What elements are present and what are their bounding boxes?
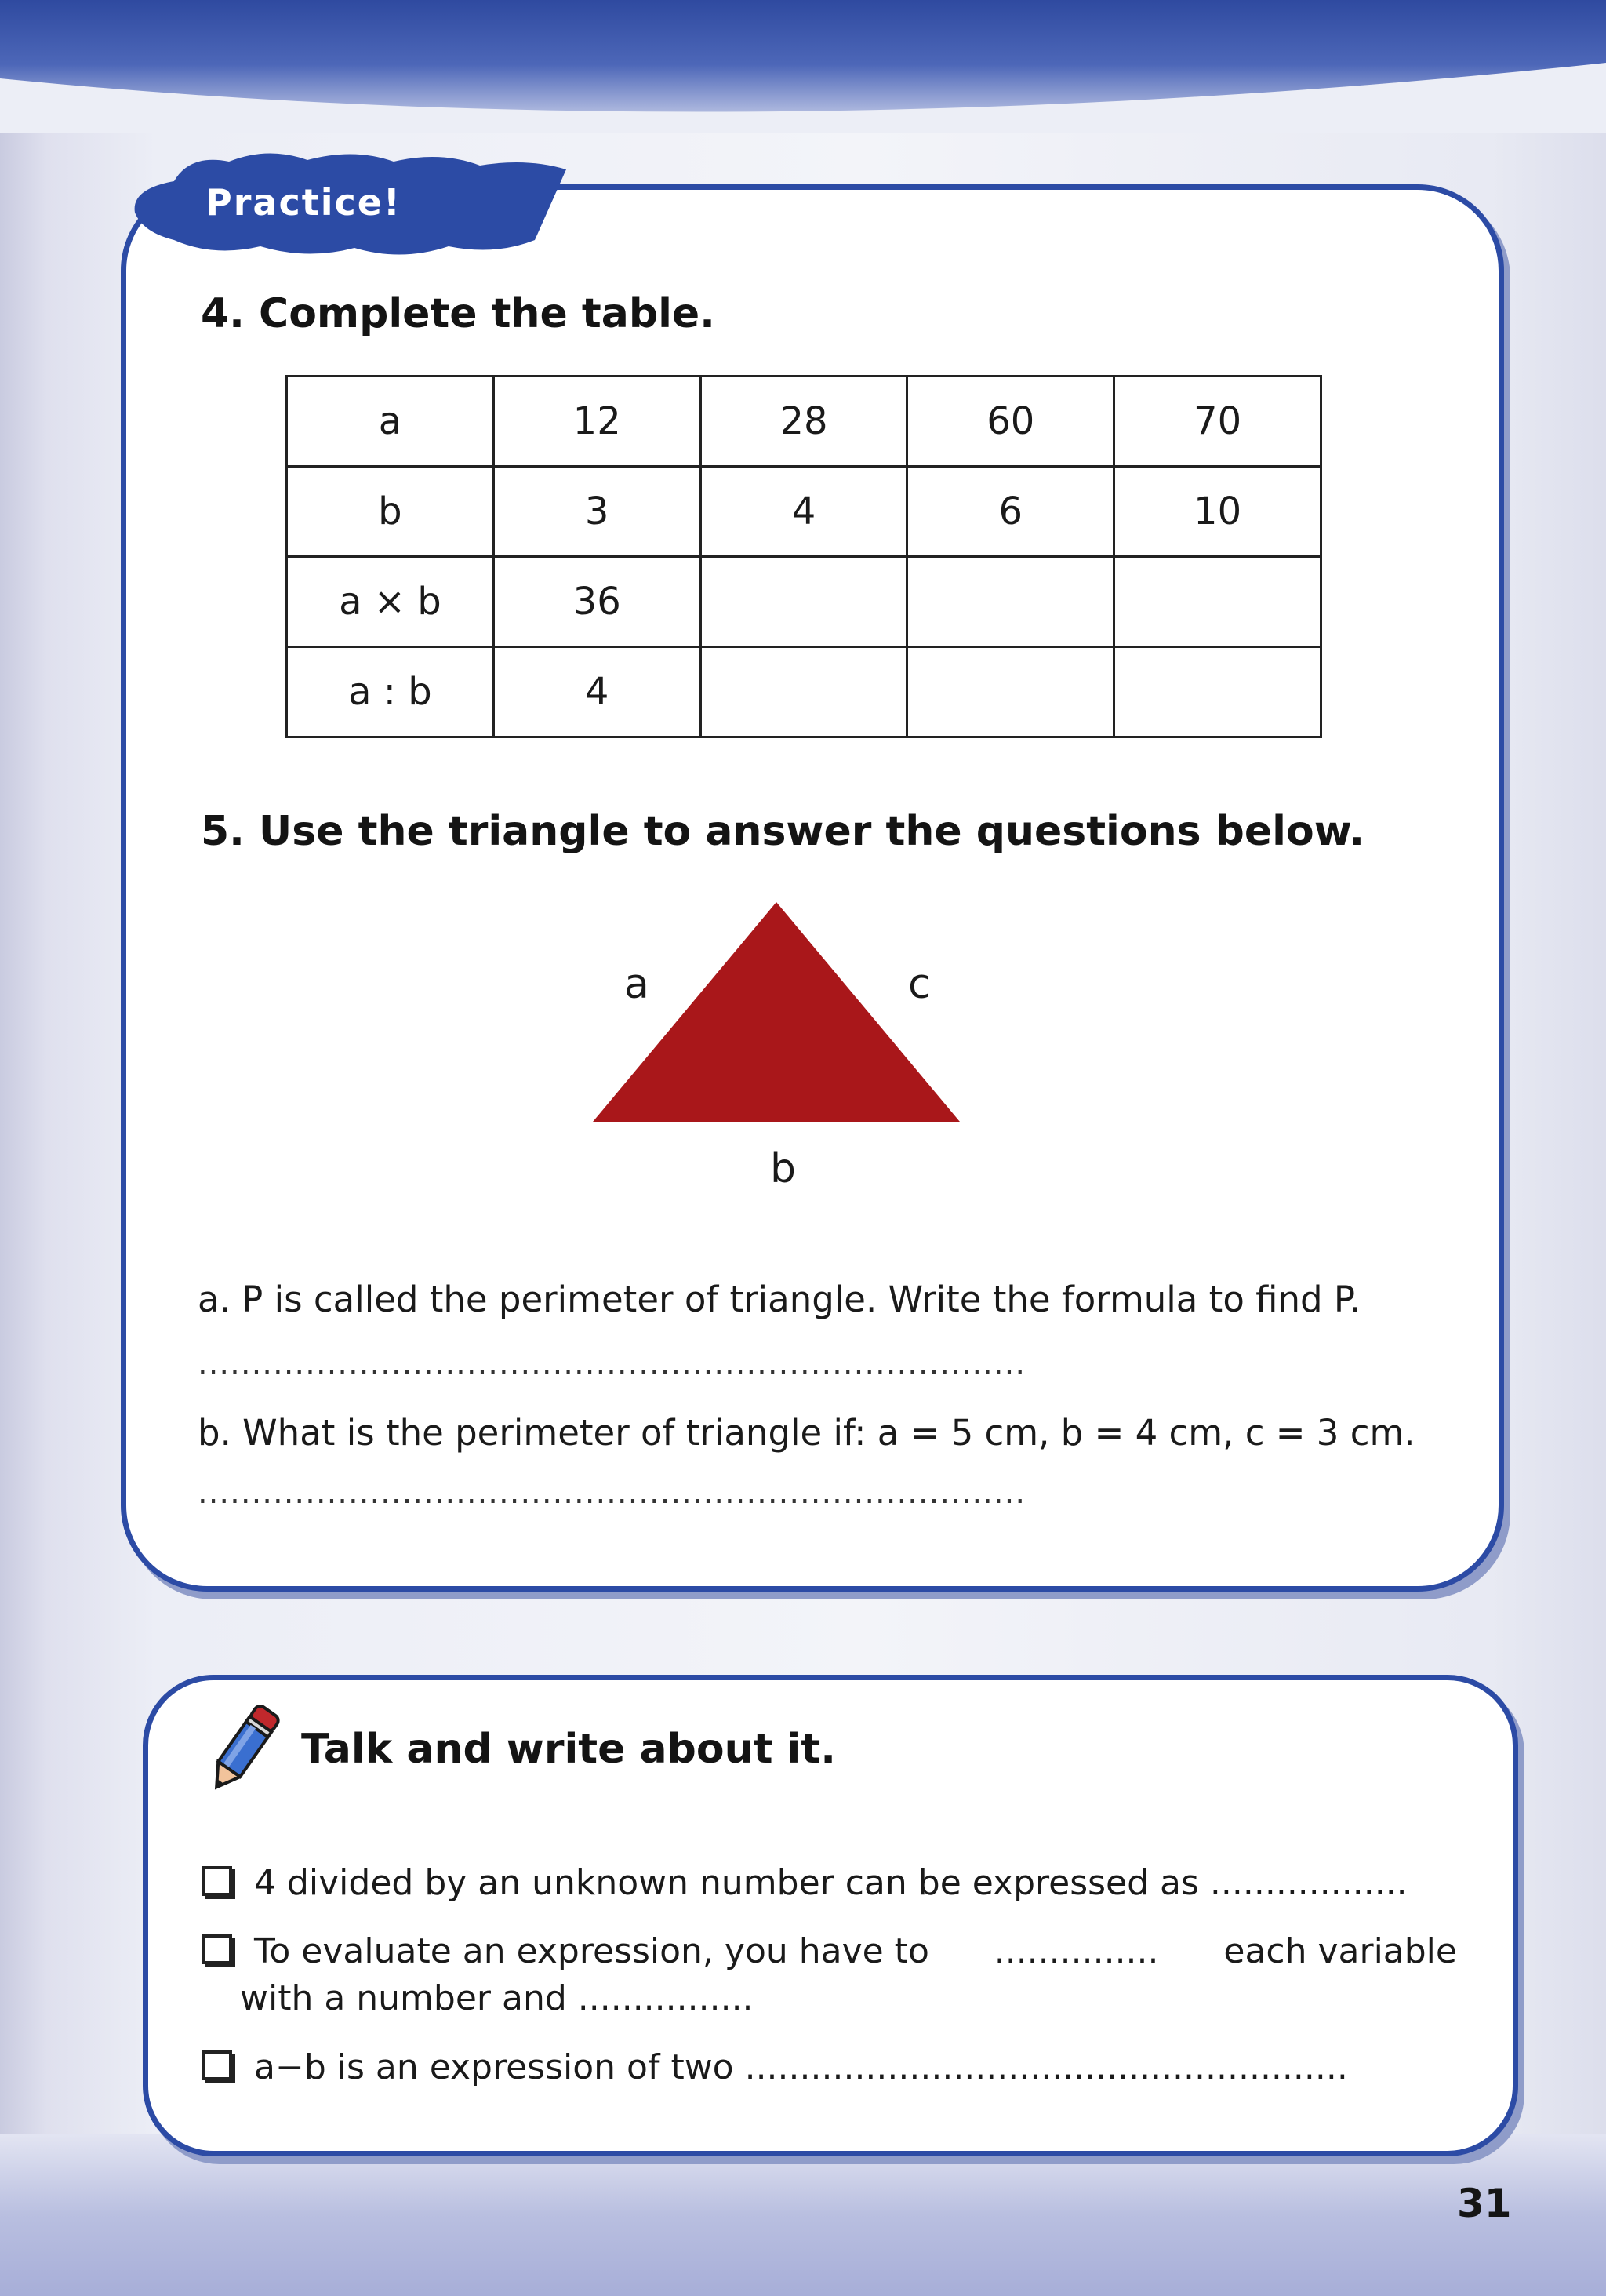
bottom-footer-band [0,2134,1606,2296]
table-cell: a : b [287,647,494,737]
page-number: 31 [1457,2181,1512,2226]
table-cell-blank[interactable] [1114,647,1321,737]
table-cell-blank[interactable] [907,557,1114,647]
question-4-heading: 4. Complete the table. [201,290,715,337]
side-label-a: a [624,961,649,1008]
checkbox-icon[interactable] [202,1866,232,1896]
table-cell: 10 [1114,467,1321,557]
top-wave-decoration [0,47,1606,133]
table-cell: 4 [493,647,700,737]
checklist-item-2-row [202,1931,1457,1971]
table-cell-blank[interactable] [907,647,1114,737]
table-cell-blank[interactable] [700,557,907,647]
practice-badge [127,146,574,264]
table-row-a [287,377,1321,467]
table-cell: 12 [493,377,700,467]
table-cell: 28 [700,377,907,467]
question-5a: a. P is called the perimeter of triangle. Write the formula to find P. [198,1279,1361,1320]
checkbox-icon[interactable] [202,1934,232,1964]
table-cell: a [287,377,494,467]
checklist-item-2-continued: with a number and ................ [240,1978,754,2018]
talk-heading: Talk and write about it. [301,1726,836,1773]
question-5-heading: 5. Use the triangle to answer the questions below. [201,808,1365,855]
checklist-text: each variable [1223,1931,1457,1971]
table-cell: 4 [700,467,907,557]
table-cell: 60 [907,377,1114,467]
table-cell: a × b [287,557,494,647]
table-row-b [287,467,1321,557]
table-cell-blank[interactable] [700,647,907,737]
checklist-item-2 [202,1931,1457,1971]
side-label-c: c [908,961,931,1008]
practice-label: Practice! [205,181,402,224]
red-triangle [593,902,961,1122]
answer-line-a[interactable]: ............................................................................. [198,1345,1026,1381]
checklist-text: To evaluate an expression, you have to [254,1931,929,1971]
checklist-text: a−b is an expression of two ....................................................... [254,2047,1348,2087]
checklist-item-3 [202,2047,1348,2087]
table-cell: 70 [1114,377,1321,467]
checklist-item-1 [202,1863,1408,1903]
table-row-product [287,557,1321,647]
table-cell-blank[interactable] [1114,557,1321,647]
checklist-text: 4 divided by an unknown number can be expressed as .................. [254,1863,1408,1903]
table-cell: 3 [493,467,700,557]
checklist-text-lead [202,1931,929,1971]
values-table [285,375,1322,738]
question-5b: b. What is the perimeter of triangle if: a = 5 cm, b = 4 cm, c = 3 cm. [198,1412,1415,1454]
checkbox-icon[interactable] [202,2050,232,2080]
table-cell: 6 [907,467,1114,557]
table-row-quotient [287,647,1321,737]
table-cell: 36 [493,557,700,647]
fill-blank[interactable]: ............... [994,1931,1159,1971]
side-label-b: b [770,1145,797,1192]
answer-line-b[interactable]: ............................................................................. [198,1475,1026,1511]
table-cell: b [287,467,494,557]
pencil-icon [200,1698,286,1800]
